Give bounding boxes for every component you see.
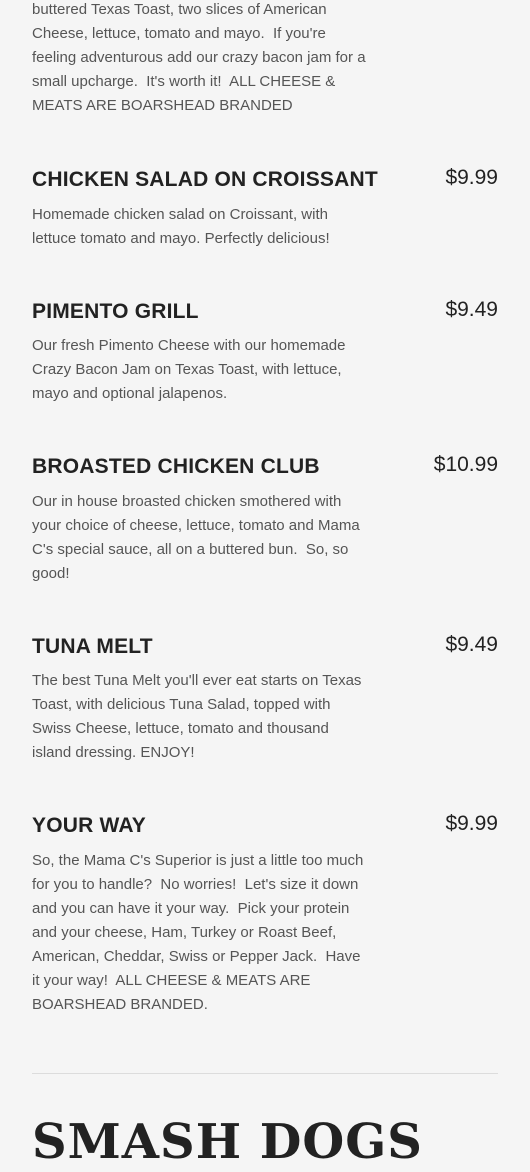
- item-name: YOUR WAY: [32, 814, 147, 837]
- section-title: SMASH DOGS: [32, 1114, 423, 1170]
- item-description: Our in house broasted chicken smothered with your choice of cheese, lettuce, tomato and Mama C's special sauce, all on a buttered bun. So, so good!: [32, 493, 364, 582]
- item-name: CHICKEN SALAD ON CROISSANT: [32, 168, 378, 191]
- item-price: $10.99: [433, 453, 498, 476]
- item-name: PIMENTO GRILL: [32, 300, 199, 323]
- item-description: So, the Mama C's Superior is just a little too much for you to handle? No worries! Let's size it down and you can have it your way. Pick your protein and your cheese, Ham, Turkey or Roast Beef, American, Cheddar, Swiss or Pepper Jack. Have it your way! ALL CHEESE & MEATS ARE BOARSHEAD BRANDED.: [32, 852, 368, 1013]
- item-price: $9.49: [445, 298, 498, 321]
- item-name: BROASTED CHICKEN CLUB: [32, 455, 320, 478]
- item-description: Our fresh Pimento Cheese with our homemade Crazy Bacon Jam on Texas Toast, with lettuce, mayo and optional jalapenos.: [32, 337, 350, 402]
- item-price: $9.49: [445, 633, 498, 656]
- item-description: The best Tuna Melt you'll ever eat starts on Texas Toast, with delicious Tuna Salad, topped with Swiss Cheese, lettuce, tomato and thousand island dressing. ENJOY!: [32, 672, 366, 761]
- item-price: $9.99: [445, 812, 498, 835]
- section-divider: [32, 1073, 498, 1074]
- item-name: TUNA MELT: [32, 635, 153, 658]
- previous-item-description: buttered Texas Toast, two slices of American Cheese, lettuce, tomato and mayo. If you're feeling adventurous add our crazy bacon jam for a small upcharge. It's worth it! ALL CHEESE & MEATS ARE BOARSHEAD BRANDED: [32, 1, 370, 114]
- item-description: Homemade chicken salad on Croissant, with lettuce tomato and mayo. Perfectly delicious!: [32, 206, 333, 247]
- item-price: $9.99: [445, 166, 498, 189]
